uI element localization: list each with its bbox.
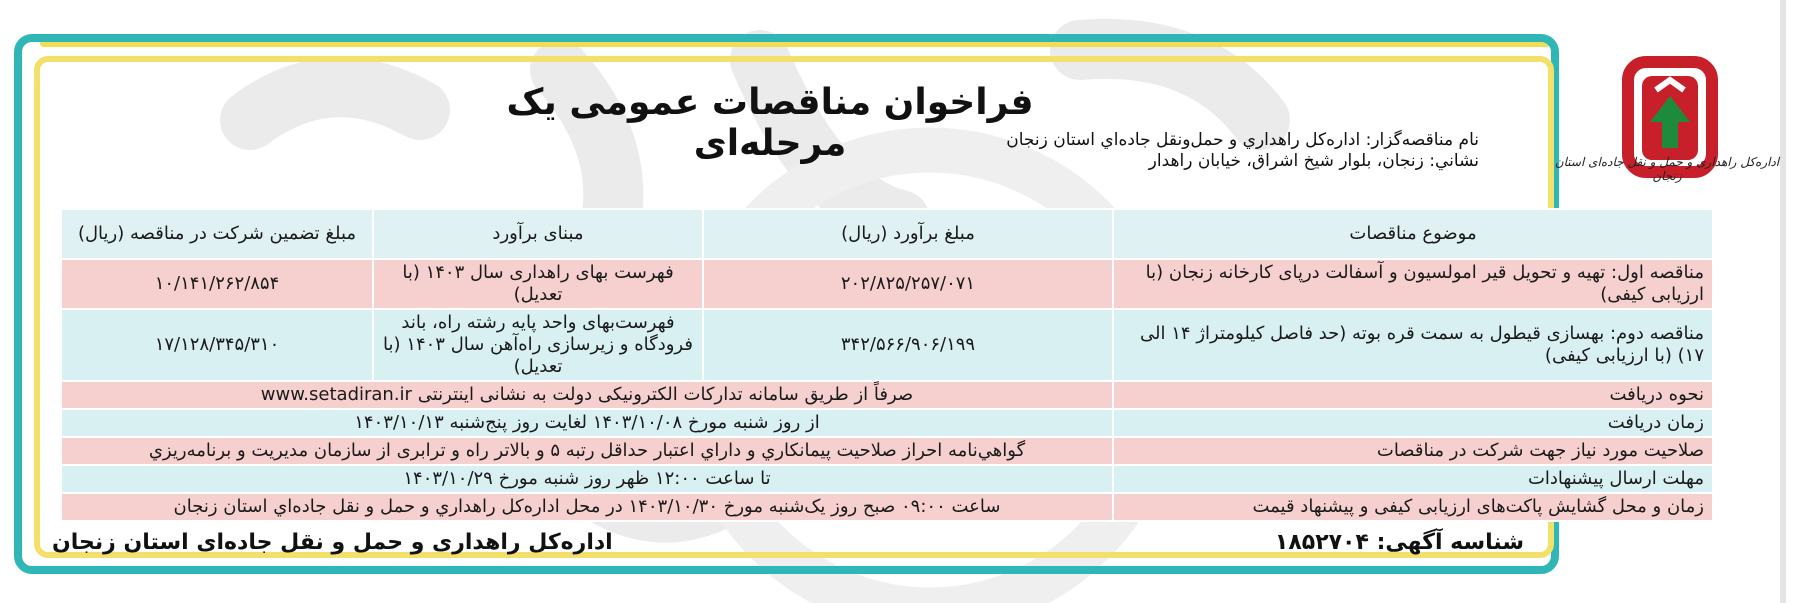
- tender-table: [60, 208, 1714, 522]
- info-row: [61, 437, 1713, 465]
- footer-org: اداره‌کل راهداری و حمل و نقل جاده‌ای استان زنجان: [52, 530, 613, 555]
- address-line: نشاني: زنجان، بلوار شيخ اشراق، خيابان راهدار: [1148, 151, 1479, 171]
- header-estimate: مبلغ برآورد (ریال): [703, 209, 1113, 259]
- header-guarantee: مبلغ تضمین شرکت در مناقصه (ریال): [61, 209, 373, 259]
- header-subject: موضوع مناقصات: [1113, 209, 1713, 259]
- row-subject: مناقصه دوم: بهسازی قیطول به سمت قره بوته (حد فاصل کیلومتراژ ۱۴ الی ۱۷) (با ارزیابی کیفی): [1113, 309, 1713, 381]
- info-row: [61, 465, 1713, 493]
- info-label: زمان دریافت: [1113, 409, 1713, 437]
- row-estimate: ۲۰۲/۸۲۵/۲۵۷/۰۷۱: [703, 259, 1113, 309]
- logo-caption: اداره‌کل راهداری و حمل و نقل جاده‌ای استان زنجان: [1554, 155, 1780, 183]
- info-value: از روز شنبه مورخ ۱۴۰۳/۱۰/۰۸ لغایت روز پنج‌شنبه ۱۴۰۳/۱۰/۱۳: [61, 409, 1113, 437]
- row-guarantee: ۱۷/۱۲۸/۳۴۵/۳۱۰: [61, 309, 373, 381]
- row-basis: فهرست بهای راهداری سال ۱۴۰۳ (با تعدیل): [373, 259, 703, 309]
- table-header-row: [61, 209, 1713, 259]
- notice-id: شناسه آگهی: ۱۸۵۲۷۰۴: [1274, 530, 1524, 555]
- info-label: مهلت ارسال پیشنهادات: [1113, 465, 1713, 493]
- header-basis: مبنای برآورد: [373, 209, 703, 259]
- info-label: صلاحیت مورد نیاز جهت شرکت در مناقصات: [1113, 437, 1713, 465]
- row-basis: فهرست‌بهای واحد پایه رشته راه، باند فرودگاه و زیرسازی راه‌آهن سال ۱۴۰۳ (با تعدیل): [373, 309, 703, 381]
- info-label: زمان و محل گشایش پاکت‌های ارزیابی کیفی و پیشنهاد قیمت: [1113, 493, 1713, 521]
- info-row: [61, 381, 1713, 409]
- page-title: فراخوان مناقصات عمومی یک مرحله‌ای: [506, 82, 1034, 164]
- table-row: [61, 259, 1713, 309]
- info-row: [61, 493, 1713, 521]
- organizer-line: نام مناقصه‌گزار: اداره‌کل راهداري و حمل‌ونقل جاده‌اي استان زنجان: [1006, 130, 1479, 150]
- info-value: ساعت ۰۹:۰۰ صبح روز یک‌شنبه مورخ ۱۴۰۳/۱۰/۳۰ در محل اداره‌کل راهداري و حمل و نقل جاده‌اي استان زنجان: [61, 493, 1113, 521]
- info-value: گواهي‌نامه احراز صلاحيت پيمانكاري و داراي اعتبار حداقل رتبه ۵ و بالاتر راه و ترابری از سازمان مديريت و برنامه‌ريزي: [61, 437, 1113, 465]
- row-guarantee: ۱۰/۱۴۱/۲۶۲/۸۵۴: [61, 259, 373, 309]
- table-row: [61, 309, 1713, 381]
- row-estimate: ۳۴۲/۵۶۶/۹۰۶/۱۹۹: [703, 309, 1113, 381]
- info-row: [61, 409, 1713, 437]
- info-label: نحوه دریافت: [1113, 381, 1713, 409]
- row-subject: مناقصه اول: تهیه و تحویل قیر امولسیون و آسفالت درپای کارخانه زنجان (با ارزیابی کیفی): [1113, 259, 1713, 309]
- page-edge: [1780, 0, 1786, 603]
- info-value: تا ساعت ۱۲:۰۰ ظهر روز شنبه مورخ ۱۴۰۳/۱۰/۲۹: [61, 465, 1113, 493]
- info-value: صرفاً از طریق سامانه تدارکات الکترونیکی دولت به نشانی اینترنتی www.setadiran.ir: [61, 381, 1113, 409]
